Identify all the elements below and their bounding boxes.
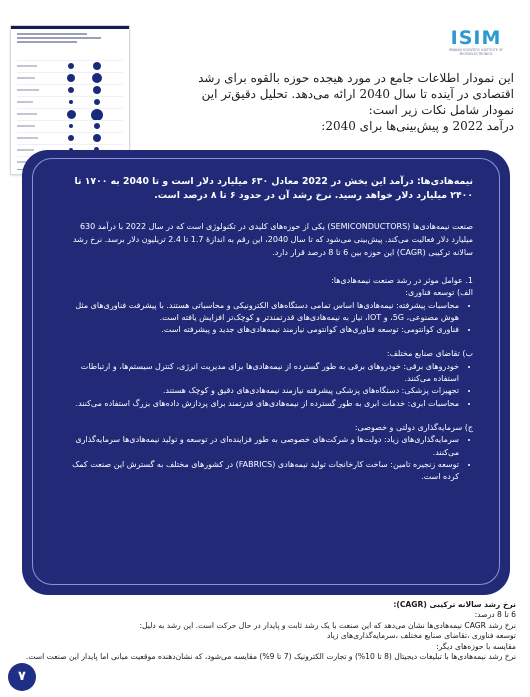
intro-line: اقتصادی در آینده تا سال 2040 ارائه می‌دهد. تحلیل دقیق‌تر این <box>201 87 514 101</box>
cagr-line: توسعه فناوری ،تقاضای صنایع مختلف ،سرمایه‌گذاری‌های زیاد <box>326 631 516 641</box>
list-item: • محاسبات پیشرفته: نیمه‌هادی‌ها اساس تمامی دستگاه‌های الکترونیکی و محاسباتی هستند. با پیشرفت فناوری‌های مثل هوش مصنوعی، 5G، و IOT، نیاز به نیمه‌هادی‌های قدرتمندتر و کوچک‌تر افزایش یافته است. <box>57 300 459 325</box>
bullet-list <box>57 434 473 483</box>
cagr-title: نرخ رشد سالانه ترکیبی (CAGR): <box>393 600 516 609</box>
section-title: 1. عوامل موثر در رشد صنعت نیمه‌هادی‌ها: <box>331 276 473 285</box>
bullet-list <box>57 300 473 337</box>
subsection-title: ج) سرمایه‌گذاری دولتی و خصوصی: <box>354 422 473 432</box>
cagr-line: نرخ رشد نیمه‌هادی‌ها با تبلیغات دیجیتال (8 تا 10%) و تجارت الکترونیک (7 تا 9%) مقایسه می‌شود، که نشان‌دهنده موقعیت میانی اما پایدار این صنعت است. <box>25 652 516 662</box>
cagr-line: 6 تا 8 درصد: <box>474 610 516 620</box>
list-item: • تجهیزات پزشکی: دستگاه‌های پزشکی پیشرفته نیازمند نیمه‌هادی‌های دقیق و کوچک هستند. <box>57 385 459 397</box>
intro-text <box>162 70 514 134</box>
list-item: • خودروهای برقی: خودروهای برقی به طور گسترده از نیمه‌هادی‌ها برای مدیریت انرژی، کنترل سیستم‌ها، و ارتباطات استفاده می‌کنند. <box>57 361 459 386</box>
industry-demand-section <box>57 348 473 409</box>
investment-section <box>57 422 473 483</box>
logo-word: ISIM <box>450 27 502 49</box>
panel-heading: نیمه‌هادی‌ها: درآمد این بخش در 2022 معادل ۶۳۰ میلیارد دلار است و تا 2040 به ۱۷۰۰ تا ۲۴۰۰ میلیارد دلار خواهد رسید. نرخ رشد آن در حدود ۶ تا ۸ درصد است. <box>74 176 473 201</box>
bullet-list <box>57 361 473 410</box>
panel-inner-frame <box>32 158 500 585</box>
list-item: • سرمایه‌گذاری‌های زیاد: دولت‌ها و شرکت‌های خصوصی به طور فزاینده‌ای در توسعه و تولید نیمه‌هادی‌ها سرمایه‌گذاری می‌کنند. <box>57 434 459 459</box>
isim-logo <box>436 28 516 68</box>
page-number: ۷ <box>8 663 36 691</box>
list-item: • توسعه زنجیره تامین: ساخت کارخانجات تولید نیمه‌هادی (FABRICS) در کشورهای مختلف به گسترش این صنعت کمک کرده است. <box>57 459 459 484</box>
list-item: • فناوری کوانتومی: توسعه فناوری‌های کوانتومی نیازمند نیمه‌هادی‌های جدید و پیشرفته است. <box>57 324 459 336</box>
panel-paragraph: صنعت نیمه‌هادی‌ها (SEMICONDUCTORS) یکی از حوزه‌های کلیدی در تکنولوژی است که در سال 2022 با درآمد 630 میلیارد دلار فعالیت می‌کند. پیش‌بینی می‌شود که تا سال 2040، این رقم به اندازهٔ 1.7 تا 2.4 تریلیون دلار برسد. نرخ رشد سالانه ترکیبی (CAGR) این حوزه بین 6 تا 8 درصد قرار دارد. <box>72 222 473 257</box>
growth-factors-section <box>57 275 473 336</box>
intro-line: این نمودار اطلاعات جامع در مورد هیجده حوزه بالقوه برای رشد <box>198 71 514 85</box>
intro-line: درآمد 2022 و پیش‌بینی‌ها برای 2040: <box>321 119 514 133</box>
semiconductors-panel <box>22 150 510 595</box>
cagr-line: نرخ رشد CAGR نیمه‌هادی‌ها نشان می‌دهد که این صنعت با یک رشد ثابت و پایدار در حال حرکت است. این رشد به دلیل: <box>139 620 516 630</box>
list-item: • محاسبات ابری: خدمات ابری به طور گسترده از نیمه‌هادی‌های قدرتمند برای پردازش داده‌های بزرگ استفاده می‌کنند. <box>57 398 459 410</box>
cagr-section <box>14 600 516 662</box>
intro-line: نمودار شامل نکات زیر است: <box>368 103 514 117</box>
logo-subtitle: IRANIAN SCIENTIFIC INSTITUTE OF MICROELECTRONICS <box>448 48 504 56</box>
subsection-title: ب) تقاضای صنایع مختلف: <box>386 349 473 359</box>
subsection-title: الف) توسعه فناوری: <box>405 288 473 298</box>
cagr-line: مقایسه با حوزه‌های دیگر: <box>436 641 516 651</box>
